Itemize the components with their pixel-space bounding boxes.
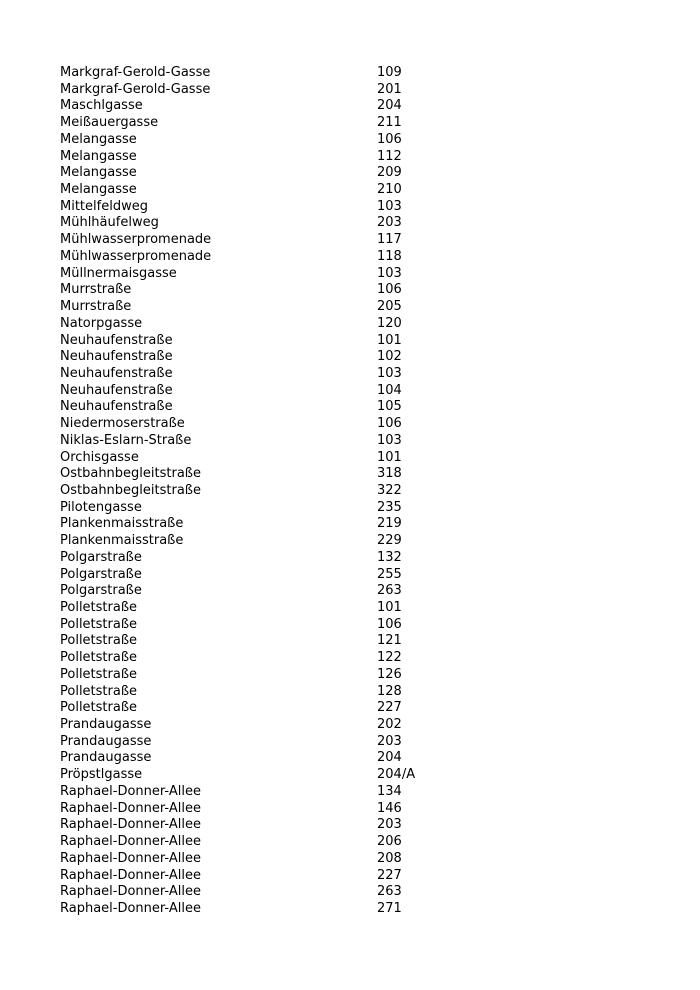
street-name: Mühlwasserpromenade bbox=[60, 248, 212, 264]
address-list bbox=[60, 65, 660, 918]
street-name: Murrstraße bbox=[60, 282, 132, 298]
street-name: Melangasse bbox=[60, 182, 137, 198]
list-item bbox=[60, 149, 660, 166]
house-number: 227 bbox=[377, 700, 402, 716]
list-item bbox=[60, 82, 660, 99]
street-name: Polletstraße bbox=[60, 700, 138, 716]
street-name: Raphael-Donner-Allee bbox=[60, 850, 201, 866]
list-item bbox=[60, 684, 660, 701]
house-number: 203 bbox=[377, 817, 402, 833]
house-number: 103 bbox=[377, 432, 402, 448]
house-number: 210 bbox=[377, 182, 402, 198]
list-item bbox=[60, 600, 660, 617]
street-name: Mittelfeldweg bbox=[60, 198, 148, 214]
house-number: 102 bbox=[377, 349, 402, 365]
street-name: Markgraf-Gerold-Gasse bbox=[60, 65, 211, 80]
list-item bbox=[60, 700, 660, 717]
house-number: 118 bbox=[377, 248, 402, 264]
house-number: 204 bbox=[377, 750, 402, 766]
street-name: Neuhaufenstraße bbox=[60, 332, 173, 348]
house-number: 122 bbox=[377, 650, 402, 666]
street-name: Neuhaufenstraße bbox=[60, 349, 173, 365]
house-number: 134 bbox=[377, 783, 402, 799]
street-name: Plankenmaisstraße bbox=[60, 516, 184, 532]
house-number: 146 bbox=[377, 800, 402, 816]
house-number: 126 bbox=[377, 666, 402, 682]
street-name: Polletstraße bbox=[60, 666, 138, 682]
list-item bbox=[60, 349, 660, 366]
list-item bbox=[60, 115, 660, 132]
street-name: Ostbahnbegleitstraße bbox=[60, 482, 201, 498]
street-name: Raphael-Donner-Allee bbox=[60, 783, 201, 799]
house-number: 109 bbox=[377, 65, 402, 80]
street-name: Neuhaufenstraße bbox=[60, 365, 173, 381]
street-name: Polgarstraße bbox=[60, 566, 142, 582]
list-item bbox=[60, 466, 660, 483]
street-name: Melangasse bbox=[60, 165, 137, 181]
list-item bbox=[60, 98, 660, 115]
house-number: 121 bbox=[377, 633, 402, 649]
street-name: Prandaugasse bbox=[60, 750, 152, 766]
house-number: 106 bbox=[377, 616, 402, 632]
street-name: Plankenmaisstraße bbox=[60, 533, 184, 549]
street-name: Polletstraße bbox=[60, 600, 138, 615]
house-number: 202 bbox=[377, 717, 402, 733]
street-name: Melangasse bbox=[60, 131, 137, 147]
street-name: Maschlgasse bbox=[60, 98, 143, 114]
house-number: 203 bbox=[377, 215, 402, 231]
house-number: 106 bbox=[377, 131, 402, 147]
street-name: Polletstraße bbox=[60, 683, 138, 699]
house-number: 227 bbox=[377, 867, 402, 883]
list-item bbox=[60, 266, 660, 283]
street-name: Polgarstraße bbox=[60, 549, 142, 565]
house-number: 211 bbox=[377, 115, 402, 131]
house-number: 132 bbox=[377, 549, 402, 565]
list-item bbox=[60, 617, 660, 634]
list-item bbox=[60, 583, 660, 600]
list-item bbox=[60, 633, 660, 650]
list-item bbox=[60, 65, 660, 82]
street-name: Niklas-Eslarn-Straße bbox=[60, 432, 192, 448]
street-name: Mühlwasserpromenade bbox=[60, 232, 212, 248]
list-item bbox=[60, 516, 660, 533]
house-number: 206 bbox=[377, 834, 402, 850]
street-name: Orchisgasse bbox=[60, 449, 139, 465]
list-item bbox=[60, 868, 660, 885]
house-number: 208 bbox=[377, 850, 402, 866]
house-number: 204 bbox=[377, 98, 402, 114]
house-number: 318 bbox=[377, 466, 402, 482]
house-number: 219 bbox=[377, 516, 402, 532]
list-item bbox=[60, 750, 660, 767]
house-number: 209 bbox=[377, 165, 402, 181]
house-number: 101 bbox=[377, 332, 402, 348]
street-name: Melangasse bbox=[60, 148, 137, 164]
list-item bbox=[60, 500, 660, 517]
street-name: Meißauergasse bbox=[60, 115, 159, 131]
house-number: 203 bbox=[377, 733, 402, 749]
list-item bbox=[60, 483, 660, 500]
house-number: 263 bbox=[377, 583, 402, 599]
list-item bbox=[60, 901, 660, 918]
street-name: Prandaugasse bbox=[60, 717, 152, 733]
list-item bbox=[60, 450, 660, 467]
list-item bbox=[60, 182, 660, 199]
house-number: 103 bbox=[377, 365, 402, 381]
list-item bbox=[60, 215, 660, 232]
list-item bbox=[60, 834, 660, 851]
list-item bbox=[60, 299, 660, 316]
list-item bbox=[60, 650, 660, 667]
house-number: 229 bbox=[377, 533, 402, 549]
house-number: 205 bbox=[377, 299, 402, 315]
house-number: 201 bbox=[377, 81, 402, 97]
street-name: Niedermoserstraße bbox=[60, 416, 185, 432]
house-number: 128 bbox=[377, 683, 402, 699]
house-number: 120 bbox=[377, 315, 402, 331]
house-number: 106 bbox=[377, 282, 402, 298]
house-number: 101 bbox=[377, 449, 402, 465]
list-item bbox=[60, 316, 660, 333]
street-name: Neuhaufenstraße bbox=[60, 382, 173, 398]
list-item bbox=[60, 165, 660, 182]
list-item bbox=[60, 784, 660, 801]
house-number: 101 bbox=[377, 600, 402, 615]
house-number: 112 bbox=[377, 148, 402, 164]
list-item bbox=[60, 567, 660, 584]
street-name: Polgarstraße bbox=[60, 583, 142, 599]
list-item bbox=[60, 333, 660, 350]
street-name: Raphael-Donner-Allee bbox=[60, 884, 201, 900]
list-item bbox=[60, 550, 660, 567]
list-item bbox=[60, 884, 660, 901]
street-name: Murrstraße bbox=[60, 299, 132, 315]
list-item bbox=[60, 667, 660, 684]
list-item bbox=[60, 433, 660, 450]
street-name: Polletstraße bbox=[60, 650, 138, 666]
list-item bbox=[60, 416, 660, 433]
list-item bbox=[60, 399, 660, 416]
street-name: Müllnermaisgasse bbox=[60, 265, 177, 281]
house-number: 105 bbox=[377, 399, 402, 415]
street-name: Ostbahnbegleitstraße bbox=[60, 466, 201, 482]
list-item bbox=[60, 533, 660, 550]
list-item bbox=[60, 232, 660, 249]
house-number: 235 bbox=[377, 499, 402, 515]
house-number: 103 bbox=[377, 198, 402, 214]
list-item bbox=[60, 734, 660, 751]
street-name: Natorpgasse bbox=[60, 315, 143, 331]
house-number: 103 bbox=[377, 265, 402, 281]
street-name: Markgraf-Gerold-Gasse bbox=[60, 81, 211, 97]
house-number: 204/A bbox=[377, 767, 416, 783]
list-item bbox=[60, 249, 660, 266]
street-name: Polletstraße bbox=[60, 616, 138, 632]
list-item bbox=[60, 383, 660, 400]
street-name: Raphael-Donner-Allee bbox=[60, 834, 201, 850]
list-item bbox=[60, 851, 660, 868]
street-name: Pröpstlgasse bbox=[60, 767, 143, 783]
house-number: 117 bbox=[377, 232, 402, 248]
street-name: Raphael-Donner-Allee bbox=[60, 817, 201, 833]
street-name: Raphael-Donner-Allee bbox=[60, 800, 201, 816]
street-name: Polletstraße bbox=[60, 633, 138, 649]
list-item bbox=[60, 282, 660, 299]
house-number: 263 bbox=[377, 884, 402, 900]
list-item bbox=[60, 801, 660, 818]
list-item bbox=[60, 132, 660, 149]
list-item bbox=[60, 199, 660, 216]
list-item bbox=[60, 767, 660, 784]
list-item bbox=[60, 366, 660, 383]
list-item bbox=[60, 717, 660, 734]
street-name: Raphael-Donner-Allee bbox=[60, 867, 201, 883]
house-number: 322 bbox=[377, 482, 402, 498]
street-name: Neuhaufenstraße bbox=[60, 399, 173, 415]
list-item bbox=[60, 817, 660, 834]
street-name: Mühlhäufelweg bbox=[60, 215, 159, 231]
house-number: 255 bbox=[377, 566, 402, 582]
street-name: Raphael-Donner-Allee bbox=[60, 900, 201, 916]
street-name: Prandaugasse bbox=[60, 733, 152, 749]
house-number: 104 bbox=[377, 382, 402, 398]
house-number: 271 bbox=[377, 900, 402, 916]
house-number: 106 bbox=[377, 416, 402, 432]
street-name: Pilotengasse bbox=[60, 499, 142, 515]
